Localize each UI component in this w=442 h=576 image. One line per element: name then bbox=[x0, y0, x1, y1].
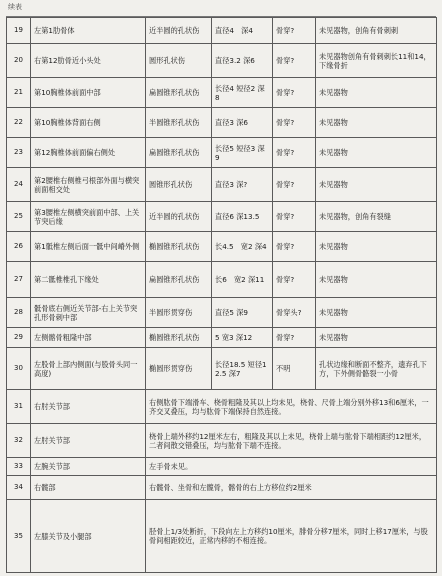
table-row bbox=[7, 458, 437, 476]
table-row bbox=[7, 262, 437, 298]
table-row bbox=[7, 476, 437, 500]
table-row bbox=[7, 108, 437, 138]
wound-size: 直径3 深6 bbox=[212, 108, 273, 138]
wound-location: 左侧髂骨粗隆中部 bbox=[31, 328, 146, 348]
wound-note: 未见器物，创角有骨刺刺 bbox=[316, 18, 437, 44]
table-row bbox=[7, 424, 437, 458]
table-row bbox=[7, 348, 437, 390]
wound-type: 圆形孔状伤 bbox=[146, 44, 212, 78]
wound-note: 未见器物 bbox=[316, 298, 437, 328]
row-number: 19 bbox=[7, 18, 31, 44]
wound-note: 未见器物 bbox=[316, 78, 437, 108]
wound-size: 直径5 深9 bbox=[212, 298, 273, 328]
bone-pierced: 骨穿? bbox=[273, 18, 316, 44]
row-number: 23 bbox=[7, 138, 31, 168]
wound-size: 5 宽3 深12 bbox=[212, 328, 273, 348]
row-number: 32 bbox=[7, 424, 31, 458]
wound-size: 长4.5 宽2 深4 bbox=[212, 232, 273, 262]
wound-location: 第1骶椎左侧后面一骶中间嵴外侧 bbox=[31, 232, 146, 262]
wound-location: 右第12肋骨近小头处 bbox=[31, 44, 146, 78]
wound-size: 直径3 深? bbox=[212, 168, 273, 202]
wound-location: 左股骨上部内侧面(与股骨头同一高度) bbox=[31, 348, 146, 390]
bone-pierced: 骨穿头? bbox=[273, 298, 316, 328]
wound-type: 椭圆锥形孔状伤 bbox=[146, 328, 212, 348]
wound-type: 半圆锥形孔状伤 bbox=[146, 108, 212, 138]
joint-location: 左腕关节部 bbox=[31, 458, 146, 476]
wound-size: 直径3.2 深6 bbox=[212, 44, 273, 78]
wound-type: 椭圆锥形孔状伤 bbox=[146, 232, 212, 262]
wound-location: 左第1肋骨体 bbox=[31, 18, 146, 44]
joint-description: 桡骨上端外移约12厘米左右，粗隆及其以上未见，桡骨上端与肱骨下端相距约12厘米，二者间散交错叠压，均与肱骨下端不连接。 bbox=[146, 424, 437, 458]
row-number: 35 bbox=[7, 500, 31, 573]
bone-pierced: 骨穿? bbox=[273, 44, 316, 78]
wound-location: 第10胸椎体背面右侧 bbox=[31, 108, 146, 138]
bone-pierced: 骨穿? bbox=[273, 108, 316, 138]
row-number: 22 bbox=[7, 108, 31, 138]
bone-pierced: 骨穿? bbox=[273, 328, 316, 348]
joint-location: 右髋部 bbox=[31, 476, 146, 500]
row-number: 25 bbox=[7, 202, 31, 232]
page-header bbox=[6, 0, 436, 17]
wound-location: 第3腰椎左侧横突前面中部、上关节突后缘 bbox=[31, 202, 146, 232]
wound-type: 椭圆形贯穿伤 bbox=[146, 348, 212, 390]
wound-type: 扁圆锥形孔状伤 bbox=[146, 138, 212, 168]
row-number: 27 bbox=[7, 262, 31, 298]
wound-type: 扁圆锥形孔状伤 bbox=[146, 78, 212, 108]
joint-description: 左手骨未见。 bbox=[146, 458, 437, 476]
wound-note: 未见器物 bbox=[316, 108, 437, 138]
bone-pierced: 骨穿? bbox=[273, 168, 316, 202]
wound-size: 直径6 深13.5 bbox=[212, 202, 273, 232]
wound-size: 长6 宽2 深11 bbox=[212, 262, 273, 298]
wound-type: 圆锥形孔状伤 bbox=[146, 168, 212, 202]
table-row bbox=[7, 202, 437, 232]
wound-size: 长径5 短径3 深9 bbox=[212, 138, 273, 168]
row-number: 26 bbox=[7, 232, 31, 262]
wound-note: 未见器物创角有骨刺刺长11和14，下缘骨折 bbox=[316, 44, 437, 78]
bone-pierced: 骨穿? bbox=[273, 262, 316, 298]
table-row bbox=[7, 168, 437, 202]
table-row bbox=[7, 328, 437, 348]
row-number: 28 bbox=[7, 298, 31, 328]
wound-type: 近半圆的孔状伤 bbox=[146, 202, 212, 232]
wound-note: 未见器物 bbox=[316, 262, 437, 298]
row-number: 31 bbox=[7, 390, 31, 424]
joint-description: 右髋骨、坐骨和左髋骨，髂骨的右上方移位约2厘米 bbox=[146, 476, 437, 500]
bone-pierced: 骨穿? bbox=[273, 202, 316, 232]
wound-note: 未见器物 bbox=[316, 328, 437, 348]
joint-location: 左肘关节部 bbox=[31, 424, 146, 458]
table-row bbox=[7, 138, 437, 168]
joint-location: 左膝关节及小腿部 bbox=[31, 500, 146, 573]
row-number: 33 bbox=[7, 458, 31, 476]
joint-description: 胫骨上1/3处断折，下段向左上方移约10厘米，腓骨分移7厘米，同时上移17厘米，与股骨间相距较近，正常内移的不相连接。 bbox=[146, 500, 437, 573]
joint-location: 右肘关节部 bbox=[31, 390, 146, 424]
bone-pierced: 不明 bbox=[273, 348, 316, 390]
wound-size: 长径4 短径2 深8 bbox=[212, 78, 273, 108]
row-number: 30 bbox=[7, 348, 31, 390]
table-row bbox=[7, 44, 437, 78]
joint-description: 右侧肱骨下端滑车、桡骨粗隆及其以上均未见，桡骨、尺骨上端分别外移13和6厘米，一齐交叉叠压，均与肱骨下端保持自然连接。 bbox=[146, 390, 437, 424]
bone-pierced: 骨穿? bbox=[273, 232, 316, 262]
wound-location: 第10胸椎体前面中部 bbox=[31, 78, 146, 108]
header-corner-text: 续表 bbox=[8, 3, 22, 11]
wound-note: 未见器物，创角有裂缝 bbox=[316, 202, 437, 232]
wound-type: 近半圆的孔状伤 bbox=[146, 18, 212, 44]
wound-note: 未见器物 bbox=[316, 138, 437, 168]
wound-type: 扁圆锥形孔状伤 bbox=[146, 262, 212, 298]
wound-location: 第12胸椎体前面偏右侧处 bbox=[31, 138, 146, 168]
table-row bbox=[7, 390, 437, 424]
wound-location: 骶骨底右侧近关节部-右上关节突孔形骨刺中部 bbox=[31, 298, 146, 328]
table-row bbox=[7, 298, 437, 328]
bone-pierced: 骨穿? bbox=[273, 78, 316, 108]
wound-note: 未见器物 bbox=[316, 168, 437, 202]
wound-size: 长径18.5 短径12.5 深7 bbox=[212, 348, 273, 390]
row-number: 24 bbox=[7, 168, 31, 202]
wound-note: 孔状边缘和断面不整齐，遗弃孔下方，下外侧骨骼裂一小骨 bbox=[316, 348, 437, 390]
row-number: 20 bbox=[7, 44, 31, 78]
table-row bbox=[7, 232, 437, 262]
table-row bbox=[7, 18, 437, 44]
row-number: 29 bbox=[7, 328, 31, 348]
wound-location: 第二骶椎椎孔下缘处 bbox=[31, 262, 146, 298]
table-row bbox=[7, 500, 437, 573]
table-row bbox=[7, 78, 437, 108]
wound-location: 第2腰椎右侧椎弓根部外面与横突前面相交处 bbox=[31, 168, 146, 202]
wound-note: 未见器物 bbox=[316, 232, 437, 262]
wound-type: 半圆形贯穿伤 bbox=[146, 298, 212, 328]
injury-record-table bbox=[6, 17, 437, 573]
bone-pierced: 骨穿? bbox=[273, 138, 316, 168]
row-number: 21 bbox=[7, 78, 31, 108]
row-number: 34 bbox=[7, 476, 31, 500]
wound-size: 直径4 深4 bbox=[212, 18, 273, 44]
